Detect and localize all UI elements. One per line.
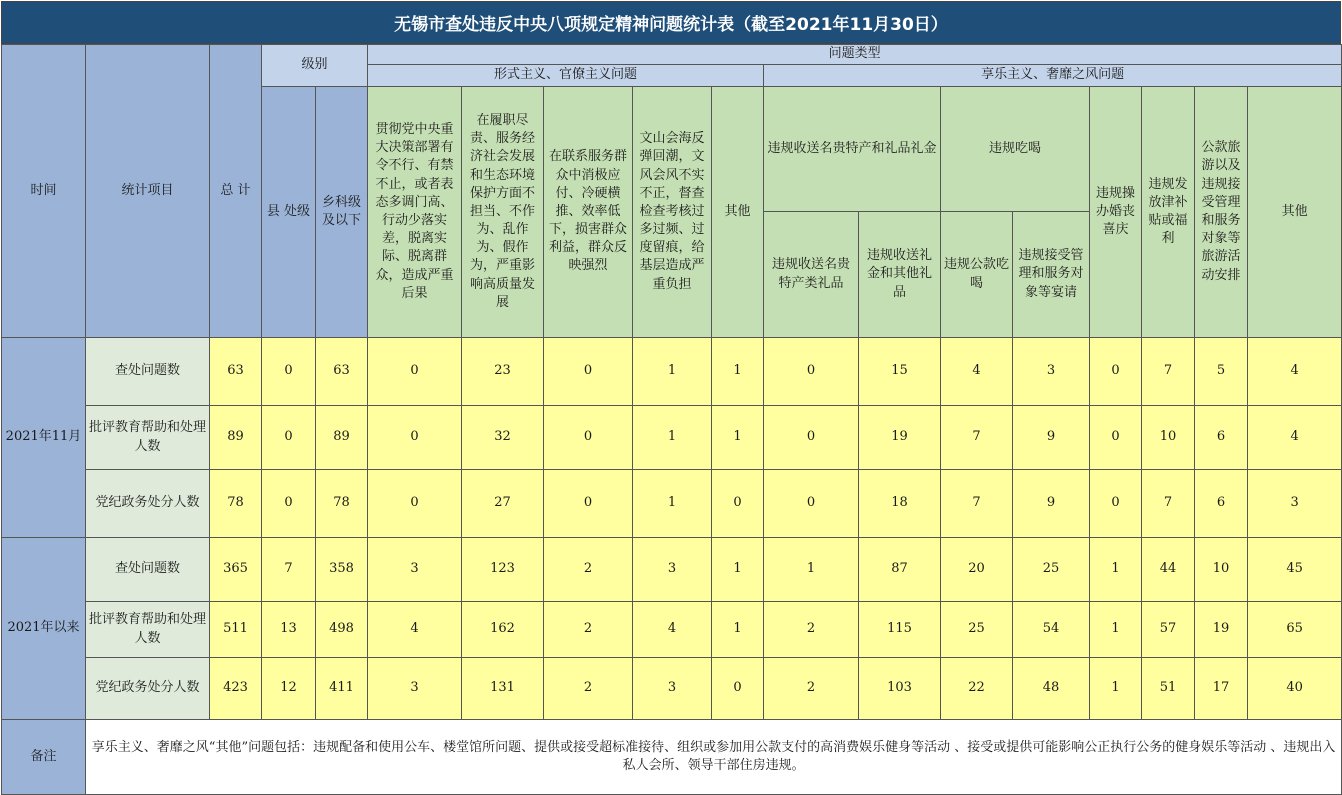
header-travel: 公款旅游以及违规接受管理和服务对象等旅游活动安排 xyxy=(1195,87,1248,338)
value-cell: 3 xyxy=(633,658,712,720)
value-cell: 0 xyxy=(262,338,316,406)
value-cell: 5 xyxy=(1195,338,1248,406)
value-cell: 54 xyxy=(1013,602,1090,658)
value-cell: 498 xyxy=(316,602,368,658)
value-cell: 10 xyxy=(1195,538,1248,602)
value-cell: 13 xyxy=(262,602,316,658)
value-cell: 0 xyxy=(1090,338,1142,406)
table-title: 无锡市查处违反中央八项规定精神问题统计表（截至2021年11月30日） xyxy=(1,1,1341,44)
value-cell: 6 xyxy=(1195,470,1248,538)
value-cell: 9 xyxy=(1013,406,1090,470)
value-cell: 103 xyxy=(859,658,941,720)
value-cell: 123 xyxy=(462,538,544,602)
value-cell: 65 xyxy=(1248,602,1342,658)
value-cell: 1 xyxy=(1090,538,1142,602)
table-row xyxy=(2,538,1342,602)
value-cell: 1 xyxy=(1090,658,1142,720)
value-cell: 1 xyxy=(633,338,712,406)
value-cell: 19 xyxy=(859,406,941,470)
value-cell: 0 xyxy=(368,338,462,406)
value-cell: 78 xyxy=(316,470,368,538)
value-cell: 3 xyxy=(368,538,462,602)
time-cell: 2021年以来 xyxy=(2,538,86,720)
row-label: 党纪政务处分人数 xyxy=(86,658,210,720)
note-text: 享乐主义、奢靡之风“其他”问题包括：违规配备和使用公车、楼堂馆所问题、提供或接受超标准接待、组织或参加用公款支付的高消费娱乐健身等活动 、接受或提供可能影响公正执行公务的健身娱乐等活动 、违规出入私人会所、领导干部住房违规。 xyxy=(86,720,1342,795)
value-cell: 1 xyxy=(712,406,764,470)
header-eat-banquet: 违规接受管理和服务对象等宴请 xyxy=(1013,212,1090,338)
header-county: 县 处级 xyxy=(262,87,316,338)
header-formalism-duty: 在履职尽责、服务经济社会发展和生态环境保护方面不担当、不作为、乱作为、假作为，严重影响高质量发展 xyxy=(462,87,544,338)
value-cell: 2 xyxy=(544,602,633,658)
value-cell: 3 xyxy=(633,538,712,602)
value-cell: 2 xyxy=(544,658,633,720)
value-cell: 15 xyxy=(859,338,941,406)
value-cell: 40 xyxy=(1248,658,1342,720)
value-cell: 23 xyxy=(462,338,544,406)
value-cell: 0 xyxy=(262,470,316,538)
header-township: 乡科级及以下 xyxy=(316,87,368,338)
value-cell: 1 xyxy=(633,406,712,470)
value-cell: 365 xyxy=(210,538,262,602)
value-cell: 0 xyxy=(544,406,633,470)
value-cell: 17 xyxy=(1195,658,1248,720)
value-cell: 63 xyxy=(316,338,368,406)
value-cell: 1 xyxy=(764,538,859,602)
header-formalism-decision: 贯彻党中央重大决策部署有令不行、有禁不止，或者表态多调门高、行动少落实差，脱离实际、脱离群众，造成严重后果 xyxy=(368,87,462,338)
value-cell: 1 xyxy=(712,602,764,658)
value-cell: 44 xyxy=(1142,538,1195,602)
header-problem-type: 问题类型 xyxy=(368,45,1342,65)
value-cell: 115 xyxy=(859,602,941,658)
value-cell: 89 xyxy=(316,406,368,470)
value-cell: 3 xyxy=(1248,470,1342,538)
value-cell: 7 xyxy=(1142,470,1195,538)
value-cell: 0 xyxy=(712,470,764,538)
header-hedonism: 享乐主义、奢靡之风问题 xyxy=(764,65,1342,87)
table-row xyxy=(2,602,1342,658)
value-cell: 4 xyxy=(1248,338,1342,406)
value-cell: 0 xyxy=(368,470,462,538)
value-cell: 511 xyxy=(210,602,262,658)
header-gift-money: 违规收送礼金和其他礼品 xyxy=(859,212,941,338)
header-formalism-meetings: 文山会海反弹回潮，文风会风不实不正，督查检查考核过多过频、过度留痕，给基层造成严重负担 xyxy=(633,87,712,338)
header-formalism: 形式主义、官僚主义问题 xyxy=(368,65,764,87)
value-cell: 9 xyxy=(1013,470,1090,538)
value-cell: 6 xyxy=(1195,406,1248,470)
value-cell: 89 xyxy=(210,406,262,470)
value-cell: 87 xyxy=(859,538,941,602)
value-cell: 411 xyxy=(316,658,368,720)
row-label: 查处问题数 xyxy=(86,338,210,406)
header-eat: 违规吃喝 xyxy=(941,87,1090,212)
value-cell: 0 xyxy=(262,406,316,470)
note-row xyxy=(2,720,1342,795)
header-item: 统计项目 xyxy=(86,45,210,338)
value-cell: 19 xyxy=(1195,602,1248,658)
value-cell: 7 xyxy=(941,406,1013,470)
value-cell: 0 xyxy=(764,338,859,406)
value-cell: 423 xyxy=(210,658,262,720)
table-row xyxy=(2,406,1342,470)
value-cell: 3 xyxy=(1013,338,1090,406)
header-formalism-service: 在联系服务群众中消极应付、冷硬横推、效率低下，损害群众利益，群众反映强烈 xyxy=(544,87,633,338)
value-cell: 131 xyxy=(462,658,544,720)
statistics-table xyxy=(1,44,1342,795)
header-level: 级别 xyxy=(262,45,368,87)
header-gift-specialty: 违规收送名贵特产类礼品 xyxy=(764,212,859,338)
row-label: 批评教育帮助和处理人数 xyxy=(86,602,210,658)
value-cell: 1 xyxy=(633,470,712,538)
value-cell: 162 xyxy=(462,602,544,658)
value-cell: 0 xyxy=(1090,470,1142,538)
row-label: 查处问题数 xyxy=(86,538,210,602)
header-formalism-other: 其他 xyxy=(712,87,764,338)
note-label: 备注 xyxy=(2,720,86,795)
row-label: 党纪政务处分人数 xyxy=(86,470,210,538)
value-cell: 0 xyxy=(368,406,462,470)
table-row xyxy=(2,470,1342,538)
value-cell: 2 xyxy=(544,538,633,602)
value-cell: 3 xyxy=(368,658,462,720)
header-eat-public: 违规公款吃喝 xyxy=(941,212,1013,338)
value-cell: 0 xyxy=(544,338,633,406)
value-cell: 1 xyxy=(1090,602,1142,658)
value-cell: 51 xyxy=(1142,658,1195,720)
value-cell: 63 xyxy=(210,338,262,406)
header-wedding: 违规操办婚丧喜庆 xyxy=(1090,87,1142,338)
value-cell: 0 xyxy=(1090,406,1142,470)
value-cell: 57 xyxy=(1142,602,1195,658)
header-time: 时间 xyxy=(2,45,86,338)
value-cell: 7 xyxy=(1142,338,1195,406)
value-cell: 25 xyxy=(1013,538,1090,602)
value-cell: 12 xyxy=(262,658,316,720)
value-cell: 45 xyxy=(1248,538,1342,602)
value-cell: 4 xyxy=(633,602,712,658)
value-cell: 22 xyxy=(941,658,1013,720)
time-cell: 2021年11月 xyxy=(2,338,86,538)
value-cell: 0 xyxy=(544,470,633,538)
value-cell: 27 xyxy=(462,470,544,538)
value-cell: 0 xyxy=(764,470,859,538)
value-cell: 1 xyxy=(712,338,764,406)
value-cell: 2 xyxy=(764,602,859,658)
row-label: 批评教育帮助和处理人数 xyxy=(86,406,210,470)
header-subsidy: 违规发放津补贴或福利 xyxy=(1142,87,1195,338)
value-cell: 48 xyxy=(1013,658,1090,720)
value-cell: 4 xyxy=(368,602,462,658)
value-cell: 7 xyxy=(262,538,316,602)
value-cell: 78 xyxy=(210,470,262,538)
value-cell: 20 xyxy=(941,538,1013,602)
value-cell: 4 xyxy=(1248,406,1342,470)
value-cell: 25 xyxy=(941,602,1013,658)
value-cell: 2 xyxy=(764,658,859,720)
value-cell: 7 xyxy=(941,470,1013,538)
value-cell: 10 xyxy=(1142,406,1195,470)
value-cell: 0 xyxy=(764,406,859,470)
header-gift: 违规收送名贵特产和礼品礼金 xyxy=(764,87,941,212)
value-cell: 32 xyxy=(462,406,544,470)
value-cell: 1 xyxy=(712,538,764,602)
value-cell: 0 xyxy=(712,658,764,720)
header-total: 总 计 xyxy=(210,45,262,338)
value-cell: 358 xyxy=(316,538,368,602)
table-row xyxy=(2,338,1342,406)
header-hedonism-other: 其他 xyxy=(1248,87,1342,338)
value-cell: 4 xyxy=(941,338,1013,406)
value-cell: 18 xyxy=(859,470,941,538)
table-row xyxy=(2,658,1342,720)
